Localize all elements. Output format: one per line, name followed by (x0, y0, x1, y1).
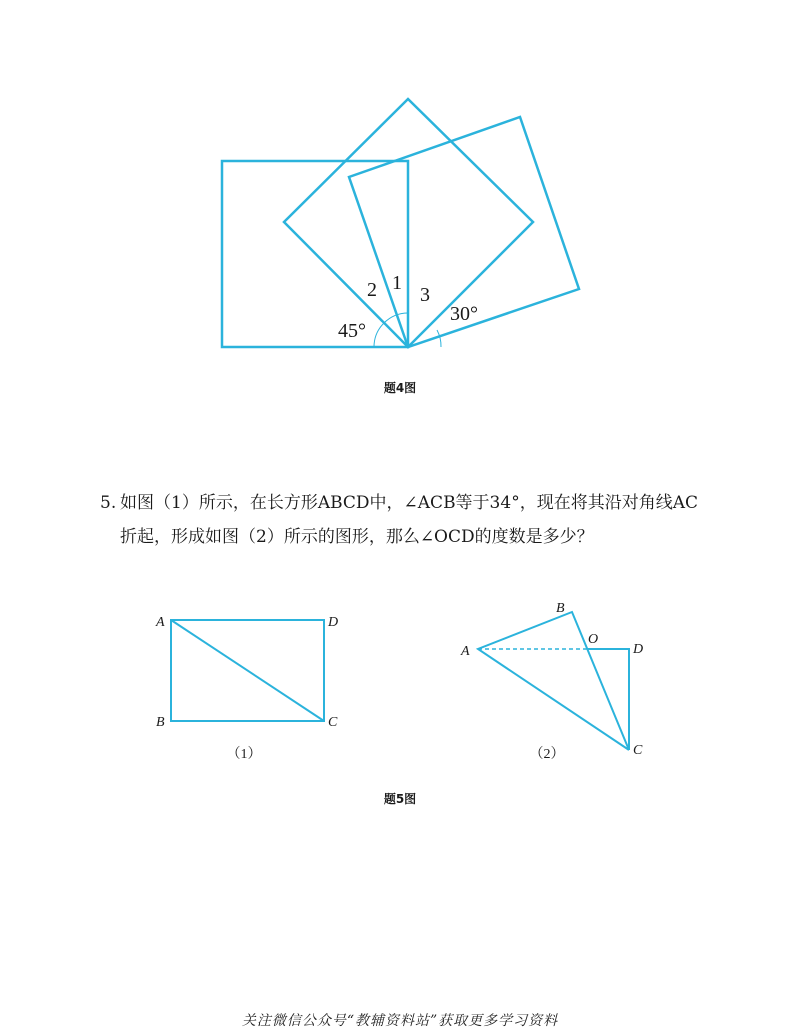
angle-arc-45 (374, 323, 384, 347)
problem-number: 5. (100, 493, 117, 513)
figure-4 (0, 0, 800, 420)
angle-arc-30 (437, 330, 441, 347)
diagonal-ac (171, 620, 324, 721)
angle-label-3: 3 (420, 284, 430, 306)
fig2-label-a: A (461, 644, 470, 659)
angle-label-30: 30° (450, 303, 478, 325)
folded-triangle-abc (478, 612, 629, 750)
fig2-label-o: O (588, 632, 599, 647)
figure-5-caption: 题5图 (383, 792, 417, 806)
fig2-label-d: D (633, 642, 644, 657)
angle-label-2: 2 (367, 279, 377, 301)
footer-note: 关注微信公众号“教辅资料站”获取更多学习资料 (241, 1013, 559, 1029)
fig2-caption: （2） (529, 747, 565, 762)
problem-text: 如图（1）所示，在长方形ABCD中，∠ACB等于34°，现在将其沿对角线AC折起，形成如图（2）所示的图形，那么∠OCD的度数是多少？ (120, 493, 698, 547)
angle-label-45: 45° (338, 320, 366, 342)
fig1-label-b: B (156, 715, 165, 730)
fig2-label-b: B (556, 601, 565, 616)
fig1-caption: （1） (226, 747, 262, 762)
problem-5 (100, 486, 710, 554)
fig1-label-c: C (328, 715, 338, 730)
figure-5 (0, 590, 800, 820)
angle-label-1: 1 (392, 272, 402, 294)
fig1-label-a: A (156, 615, 165, 630)
figure-4-caption: 题4图 (383, 381, 417, 395)
fig1-label-d: D (328, 615, 339, 630)
fig2-label-c: C (633, 743, 643, 758)
